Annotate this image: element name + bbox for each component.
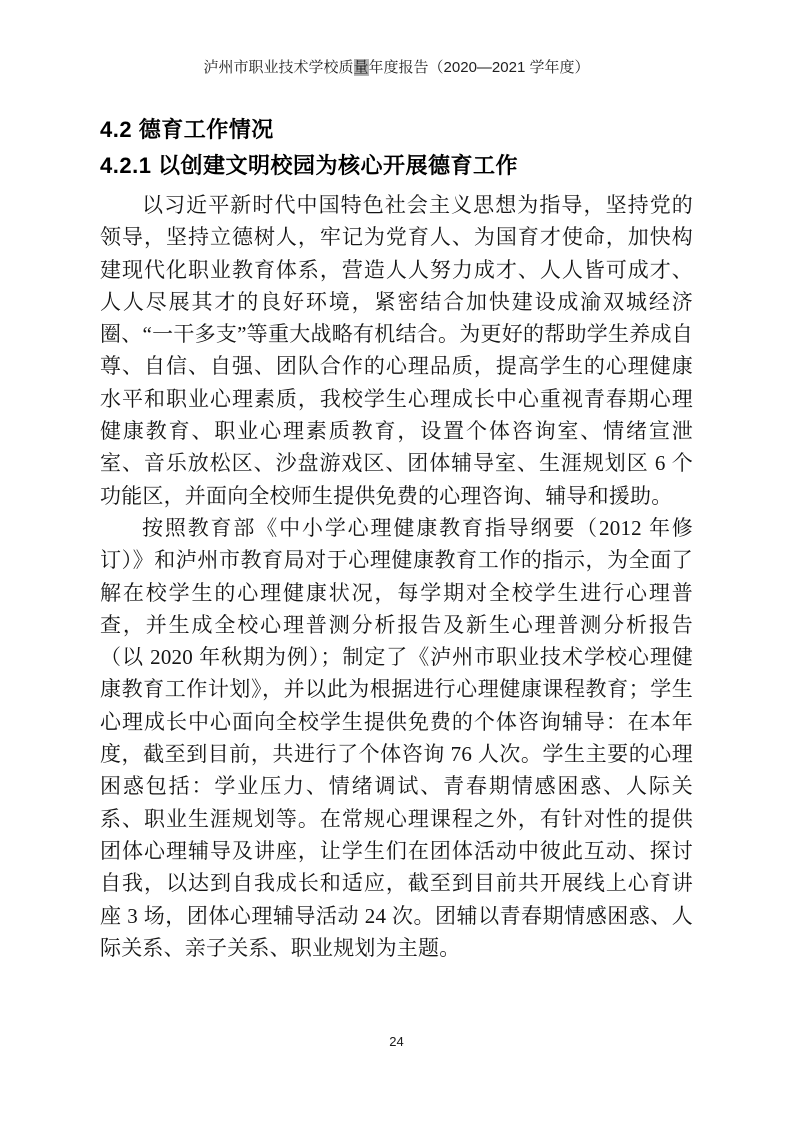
page-number: 24 [389,1034,404,1049]
running-header-text-pre: 泸州市职业技术学校质 [203,59,354,76]
running-header-text-post: 年度报告（2020—2021 学年度） [368,59,590,76]
body-paragraph-2: 按照教育部《中小学心理健康教育指导纲要（2012 年修订）》和泸州市教育局对于心理健康教育工作的指示，为全面了解在校学生的心理健康状况，每学期对全校学生进行心理普查，并生成全校心理普测分析报告及新生心理普测分析报告（以 2020 年秋期为例）；制定了《泸州市职业技术学校心理健康教育工作计划》，并以此为根据进行心理健康课程教育；学生心理成长中心面向全校学生提供免费的个体咨询辅导：在本年度，截至到目前，共进行了个体咨询 76 人次。学生主要的心理困惑包括：学业压力、情绪调试、青春期情感困惑、人际关系、职业生涯规划等。在常规心理课程之外，有针对性的提供团体心理辅导及讲座，让学生们在团体活动中彼此互动、探讨自我，以达到自我成长和适应，截至到目前共开展线上心育讲座 3 场，团体心理辅导活动 24 次。团辅以青春期情感困惑、人际关系、亲子关系、职业规划为主题。 [100,515,693,960]
page-body [100,115,693,964]
subsection-heading-4-2-1: 4.2.1 以创建文明校园为核心开展德育工作 [100,153,519,178]
body-paragraph-1: 以习近平新时代中国特色社会主义思想为指导，坚持党的领导，坚持立德树人，牢记为党育人、为国育才使命，加快构建现代化职业教育体系，营造人人努力成才、人人皆可成才、人人尽展其才的良好环境，紧密结合加快建设成渝双城经济圈、“一干多支”等重大战略有机结合。为更好的帮助学生养成自尊、自信、自强、团队合作的心理品质，提高学生的心理健康水平和职业心理素质，我校学生心理成长中心重视青春期心理健康教育、职业心理素质教育，设置个体咨询室、情绪宣泄室、音乐放松区、沙盘游戏区、团体辅导室、生涯规划区 6 个功能区，并面向全校师生提供免费的心理咨询、辅导和援助。 [100,193,693,508]
running-header-highlighted-char: 量 [353,59,369,76]
section-heading-4-2: 4.2 德育工作情况 [100,117,274,142]
running-header [0,58,793,78]
